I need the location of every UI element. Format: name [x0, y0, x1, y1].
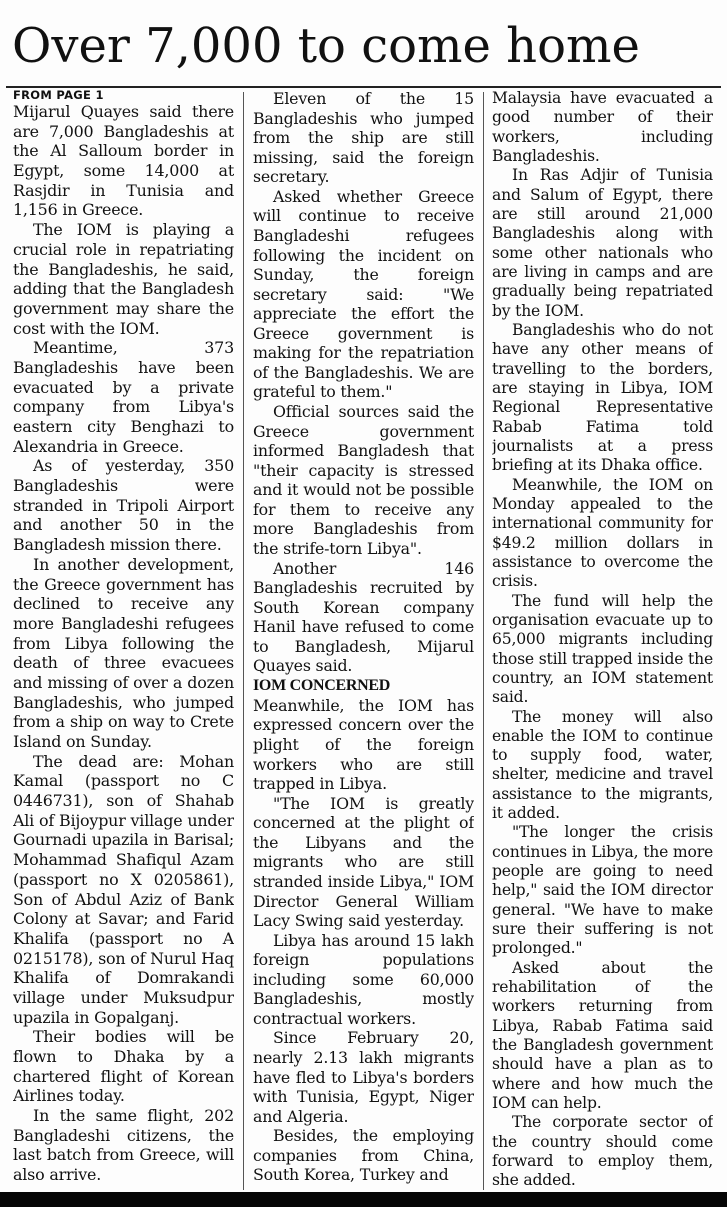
- paragraph: The corporate sector of the country should come forward to employ them, she added.: [492, 1113, 713, 1190]
- article-column-1: [13, 89, 234, 1192]
- paragraph: Their bodies will be flown to Dhaka by a chartered flight of Korean Airlines today.: [13, 1027, 234, 1106]
- paragraph: Meanwhile, the IOM has expressed concern over the plight of the foreign workers who are still trapped in Libya.: [253, 695, 474, 794]
- paragraph: Since February 20, nearly 2.13 lakh migrants have fled to Libya's borders with Tunisia, Egypt, Niger and Algeria.: [253, 1028, 474, 1126]
- paragraph: Asked about the rehabilitation of the workers returning from Libya, Rabab Fatima said the Bangladesh government should have a plan as to where and how much the IOM can help.: [492, 958, 713, 1113]
- column-divider: [243, 92, 244, 1190]
- paragraph: "The IOM is greatly concerned at the plight of the Libyans and the migrants who are still stranded inside Libya," IOM Director General William Lacy Swing said yesterday.: [253, 793, 474, 931]
- paragraph: In the same flight, 202 Bangladeshi citizens, the last batch from Greece, will also arrive.: [13, 1106, 234, 1185]
- paragraph: Meantime, 373 Bangladeshis have been evacuated by a private company from Libya's eastern city Benghazi to Alexandria in Greece.: [13, 338, 234, 456]
- headline-rule: [6, 86, 721, 88]
- article-column-2: [253, 89, 474, 1192]
- article-column-2-bottom: [253, 696, 474, 1185]
- paragraph: Besides, the employing companies from China, South Korea, Turkey and: [253, 1126, 474, 1185]
- article-column-2-top: [253, 89, 474, 676]
- paragraph: Malaysia have evacuated a good number of their workers, including Bangladeshis.: [492, 89, 713, 165]
- paragraph: Asked whether Greece will continue to receive Bangladeshi refugees following the incident on Sunday, the foreign secretary said: "We appreciate the effort the Greece government is making for the repatriation of the Bangladeshis. We are grateful to them.": [253, 186, 474, 402]
- paragraph: As of yesterday, 350 Bangladeshis were stranded in Tripoli Airport and another 50 in the Bangladesh mission there.: [13, 456, 234, 555]
- paragraph: Bangladeshis who do not have any other means of travelling to the borders, are staying in Libya, IOM Regional Representative Rabab Fatima told journalists at a press briefing at its Dhaka office.: [492, 320, 713, 475]
- paragraph: The IOM is playing a crucial role in repatriating the Bangladeshis, he said, adding that the Bangladesh government may share the cost with the IOM.: [13, 220, 234, 338]
- paragraph: "The longer the crisis continues in Libya, the more people are going to need help," said the IOM director general. "We have to make sure their suffering is not prolonged.": [492, 823, 713, 958]
- paragraph: In Ras Adjir of Tunisia and Salum of Egypt, there are still around 21,000 Bangladeshis along with some other nationals who are living in camps and are gradually being repatriated by the IOM.: [492, 166, 713, 320]
- paragraph: In another development, the Greece government has declined to receive any more Bangladeshi refugees from Libya following the death of three evacuees and missing of over a dozen Bangladeshis, who jumped from a ship on way to Crete Island on Sunday.: [13, 554, 234, 751]
- paragraph: Libya has around 15 lakh foreign populations including some 60,000 Bangladeshis, mostly contractual workers.: [253, 930, 474, 1028]
- paragraph: The dead are: Mohan Kamal (passport no C 0446731), son of Shahab Ali of Bijoypur village under Gournadi upazila in Barisal; Mohammad Shafiqul Azam (passport no X 0205861), Son of Abdul Aziz of Bank Colony at Savar; and Farid Khalifa (passport no A 0215178), son of Nurul Haq Khalifa of Domrakandi village under Muksudpur upazila in Gopalganj.: [13, 751, 234, 1027]
- paragraph: Eleven of the 15 Bangladeshis who jumped from the ship are still missing, said the foreign secretary.: [253, 89, 474, 187]
- article-column-3: [492, 89, 713, 1192]
- dateline: FROM PAGE 1: [13, 89, 104, 102]
- column-divider: [483, 92, 484, 1190]
- paragraph: The fund will help the organisation evacuate up to 65,000 migrants including those still trapped inside the country, an IOM statement said.: [492, 591, 713, 707]
- bottom-border: [0, 1192, 727, 1207]
- paragraph: Meanwhile, the IOM on Monday appealed to the international community for $49.2 million dollars in assistance to overcome the crisis.: [492, 475, 713, 591]
- paragraph: Another 146 Bangladeshis recruited by South Korean company Hanil have refused to come to Bangladesh, Mijarul Quayes said.: [253, 558, 474, 676]
- headline: Over 7,000 to come home: [12, 18, 640, 74]
- paragraph: The money will also enable the IOM to continue to supply food, water, shelter, medicine and travel assistance to the migrants, it added.: [492, 707, 713, 823]
- subheading: IOM CONCERNED: [253, 676, 390, 694]
- paragraph: Mijarul Quayes said there are 7,000 Bangladeshis at the Al Salloum border in Egypt, some 14,000 at Rasjdir in Tunisia and 1,156 in Greece.: [13, 102, 234, 220]
- paragraph: Official sources said the Greece government informed Bangladesh that "their capacity is stressed and it would not be possible for them to receive any more Bangladeshis from the strife-torn Libya".: [253, 402, 474, 558]
